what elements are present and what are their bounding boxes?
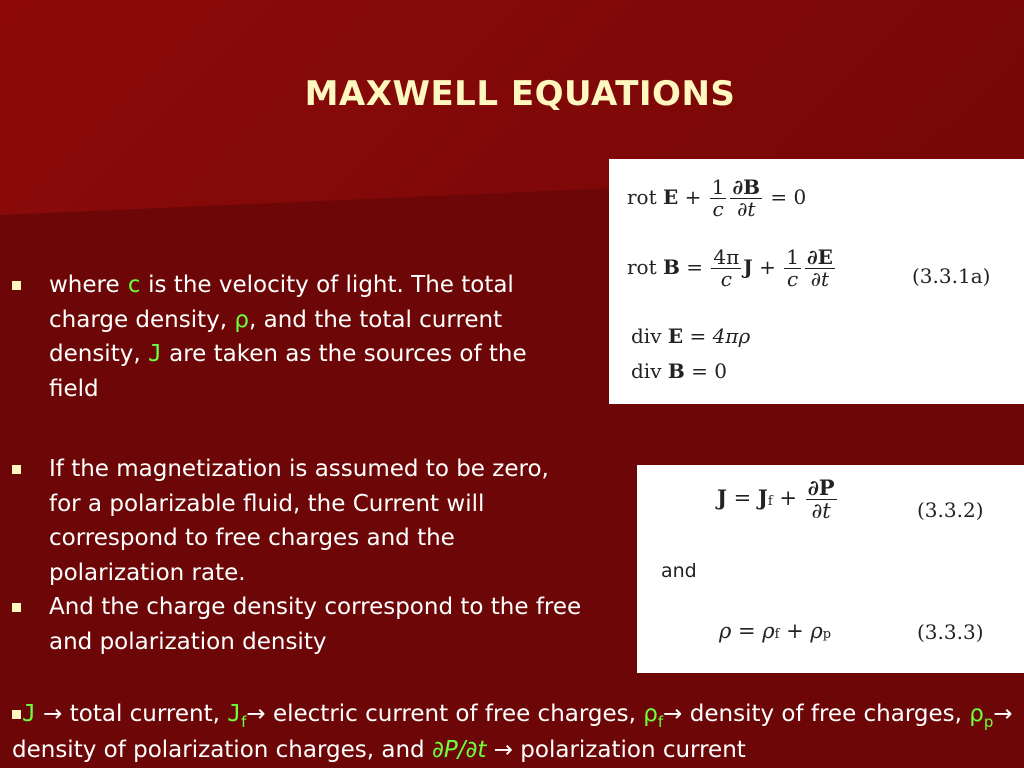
equation-rot-e: rot E + $\frac{1}{c}$ $\frac{\partial B}{\partial t}$ = 0	[627, 175, 807, 221]
equation-rot-b: rot B = $\frac{4\pi}{c}$ J + $\frac{1}{c}$ $\frac{\partial E}{\partial t}$	[627, 245, 833, 291]
equation-rho: ρ = ρf + ρp	[719, 619, 832, 643]
bullet-velocity-of-light: where c is the velocity of light. The total charge density, ρ, and the total current density, J are taken as the sources of the field	[12, 268, 582, 406]
equation-div-e: div E = 4πρ	[631, 324, 751, 348]
maxwell-equations-image	[609, 159, 1024, 404]
bullet-list-top	[12, 268, 582, 406]
equation-div-b: div B = 0	[631, 359, 727, 383]
bullet-marker	[12, 281, 21, 290]
current-density-equations-image	[637, 465, 1024, 673]
bullet-marker	[12, 465, 21, 474]
bullet-list-bottom	[12, 452, 582, 659]
bullet-magnetization: If the magnetization is assumed to be zero, for a polarizable fluid, the Current will correspond to free charges and the polarization rate.	[12, 452, 582, 590]
equation-label-333: (3.3.3)	[917, 620, 984, 644]
slide-title: MAXWELL EQUATIONS	[304, 74, 736, 114]
bullet-charge-density: And the charge density correspond to the free and polarization density	[12, 590, 582, 659]
equation-label-331a: (3.3.1a)	[912, 264, 991, 288]
and-label: and	[661, 560, 697, 582]
equation-label-332: (3.3.2)	[917, 498, 984, 522]
legend-footer: J → total current, $J_f\to$ electric current of free charges, $\rho_f\to$ density of free charges, $\rho_p\to$ density of polarization charges, and ∂P/∂t → polarization current	[12, 701, 1013, 763]
bullet-marker	[12, 603, 21, 612]
bullet-marker	[12, 710, 21, 719]
equation-j: J = Jf + $\frac{\partial P}{\partial t}$	[717, 475, 835, 524]
